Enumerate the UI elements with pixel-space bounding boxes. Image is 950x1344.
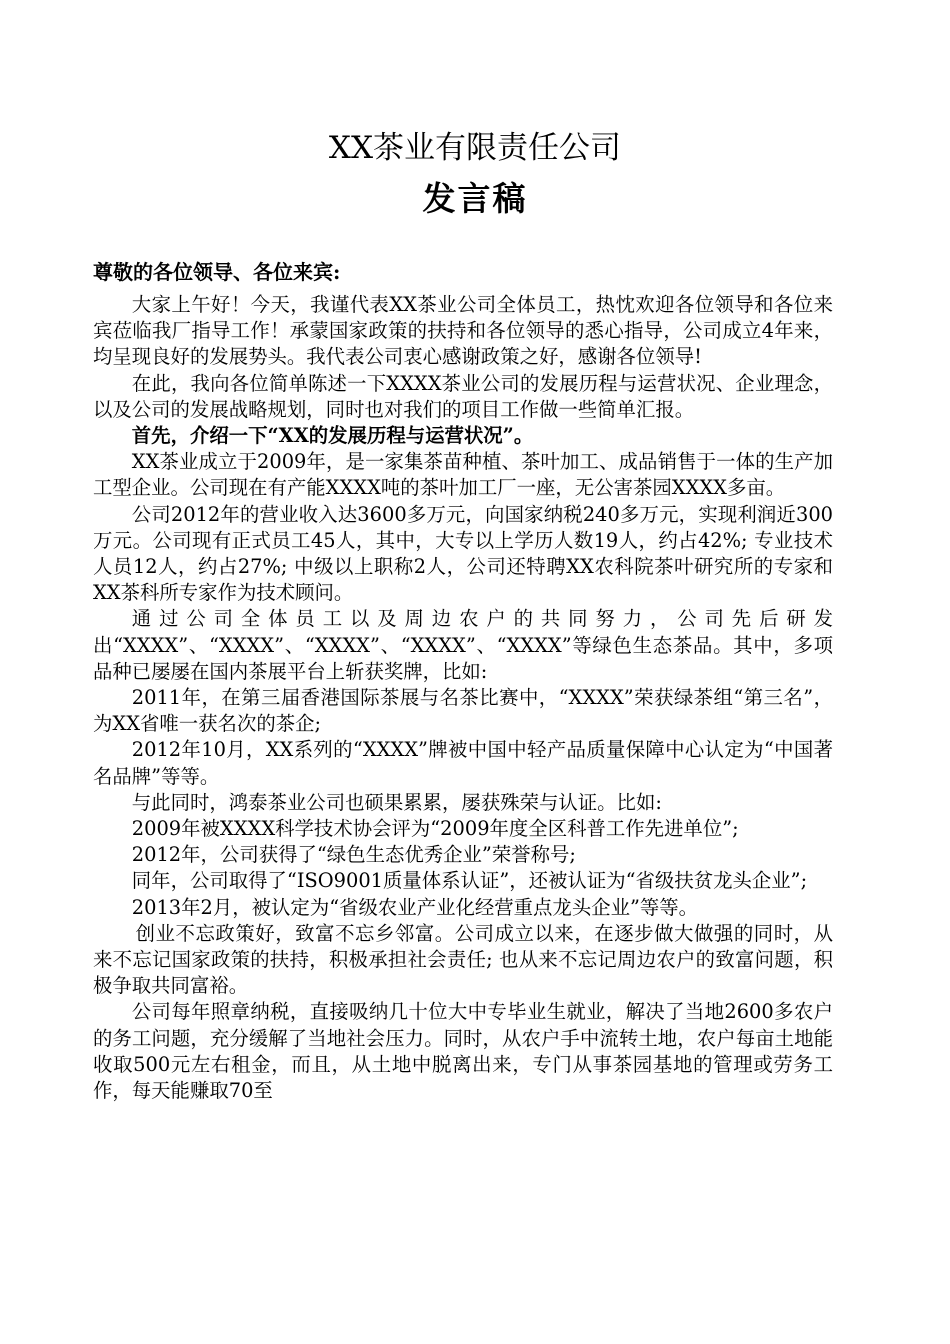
paragraph: 大家上午好！今天，我谨代表XX茶业公司全体员工，热忱欢迎各位领导和各位来宾莅临我厂指导工作！承蒙国家政策的扶持和各位领导的悉心指导，公司成立4年来，均呈现良好的发展势头。我代表公司衷心感谢政策之好，感谢各位领导! [93,293,833,369]
paragraph: XX茶业成立于2009年，是一家集茶苗种植、茶叶加工、成品销售于一体的生产加工型企业。公司现在有产能XXXX吨的茶叶加工厂一座，无公害茶园XXXX多亩。 [93,450,833,500]
paragraph: 同年，公司取得了“ISO9001质量体系认证”，还被认证为“省级扶贫龙头企业”; [131,869,808,893]
paragraph: 2013年2月，被认定为“省级农业产业化经营重点龙头企业”等等。 [131,895,699,919]
salutation: 尊敬的各位领导、各位来宾: [93,260,341,284]
paragraph: 公司2012年的营业收入达3600多万元，向国家纳税240多万元，实现利润近300万元。公司现有正式员工45人，其中，大专以上学历人数19人，约占42%; 专业技术人员12人，约占27%; 中级以上职称2人，公司还特聘XX农科院茶叶研究所的专家和XX茶科所专家作为技术顾问。 [93,502,833,605]
section-heading: 首先，介绍一下“XX的发展历程与运营状况”。 [131,424,534,448]
paragraph: 创业不忘政策好，致富不忘乡邻富。公司成立以来，在逐步做大做强的同时，从来不忘记国家政策的扶持，积极承担社会责任; 也从来不忘记周边农户的致富问题，积极争取共同富裕。 [93,921,833,998]
document-title: XX茶业有限责任公司 [328,130,622,166]
document-subtitle: 发言稿 [422,179,528,218]
paragraph: 2012年，公司获得了“绿色生态优秀企业”荣誉称号; [131,843,576,867]
paragraph: 在此，我向各位简单陈述一下XXXX茶业公司的发展历程与运营状况、企业理念，以及公司的发展战略规划，同时也对我们的项目工作做一些简单汇报。 [93,371,833,421]
paragraph: 与此同时，鸿泰茶业公司也硕果累累，屡获殊荣与认证。比如: [131,790,662,814]
paragraph: 公司每年照章纳税，直接吸纳几十位大中专毕业生就业，解决了当地2600多农户的务工问题，充分缓解了当地社会压力。同时，从农户手中流转土地，农户每亩土地能收取500元左右租金，而且，从土地中脱离出来，专门从事茶园基地的管理或劳务工作，每天能赚取70至 [93,1000,833,1103]
paragraph: 2011年，在第三届香港国际茶展与名茶比赛中，“XXXX”荣获绿茶组“第三名”，为XX省唯一获名次的茶企; [93,686,833,736]
document-body [93,292,833,1104]
paragraph: 通过公司全体员工以及周边农户的共同努力，公司先后研发出“XXXX”、“XXXX”、“XXXX”、“XXXX”、“XXXX”等绿色生态茶品。其中，多项品种已屡屡在国内茶展平台上斩获奖牌，比如: [93,607,833,683]
paragraph: 2012年10月，XX系列的“XXXX”牌被中国中轻产品质量保障中心认定为“中国著名品牌”等等。 [93,738,833,788]
paragraph: 2009年被XXXX科学技术协会评为“2009年度全区科普工作先进单位”; [131,817,739,841]
